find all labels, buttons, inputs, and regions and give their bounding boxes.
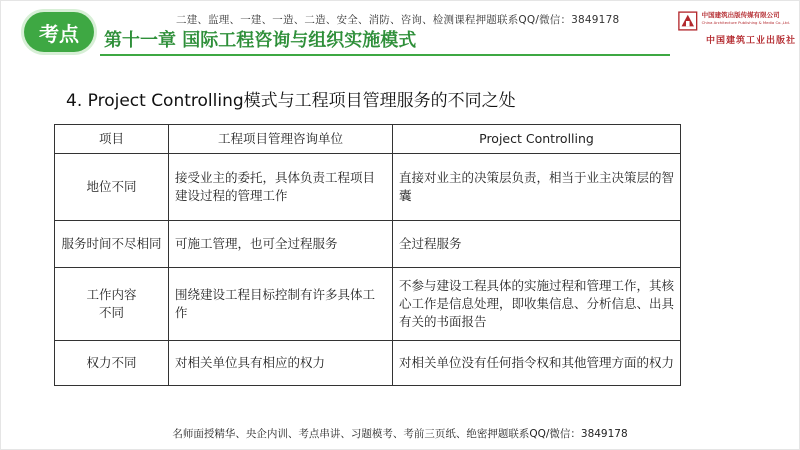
table-row [55,341,681,386]
publisher-script-logo: 中国建筑工业出版社 [706,36,797,46]
publisher-logo-icon [678,10,698,32]
row-label: 地位不同 [55,154,169,221]
table-cell: 全过程服务 [393,221,681,268]
header-cell-project-controlling: Project Controlling [393,125,681,154]
chapter-title: 第十一章 国际工程咨询与组织实施模式 [104,30,417,51]
promo-banner-bottom: 名师面授精华、央企内训、考点串讲、习题模考、考前三页纸、绝密押题联系QQ/微信：3849178 [172,428,628,440]
table-cell: 不参与建设工程具体的实施过程和管理工作，其核心工作是信息处理，即收集信息、分析信息、出具有关的书面报告 [393,268,681,341]
table-row [55,154,681,221]
header-cell-item: 项目 [55,125,169,154]
row-label: 权力不同 [55,341,169,386]
topic-badge: 考点 [24,12,94,52]
section-title: 4. Project Controlling模式与工程项目管理服务的不同之处 [66,91,516,111]
table-row [55,268,681,341]
publisher-logo-block [678,10,790,54]
table-cell: 对相关单位没有任何指令权和其他管理方面的权力 [393,341,681,386]
row-label: 工作内容 不同 [55,268,169,341]
table-cell: 围绕建设工程目标控制有许多具体工作 [169,268,393,341]
header-divider [100,54,670,56]
header-cell-consulting-unit: 工程项目管理咨询单位 [169,125,393,154]
promo-banner-top: 二建、监理、一建、一造、二造、安全、消防、咨询、检测课程押题联系QQ/微信：3849178 [176,14,620,26]
comparison-table [54,124,681,386]
table-cell: 对相关单位具有相应的权力 [169,341,393,386]
table-header-row [55,125,681,154]
table-cell: 可施工管理，也可全过程服务 [169,221,393,268]
table-row [55,221,681,268]
row-label: 服务时间不尽相同 [55,221,169,268]
table-cell: 直接对业主的决策层负责，相当于业主决策层的智囊 [393,154,681,221]
publisher-name: 中国建筑出版传媒有限公司 [701,11,780,19]
publisher-name-en: China Architecture Publishing & Media Co.,Ltd. [701,19,790,25]
table-cell: 接受业主的委托，具体负责工程项目建设过程的管理工作 [169,154,393,221]
